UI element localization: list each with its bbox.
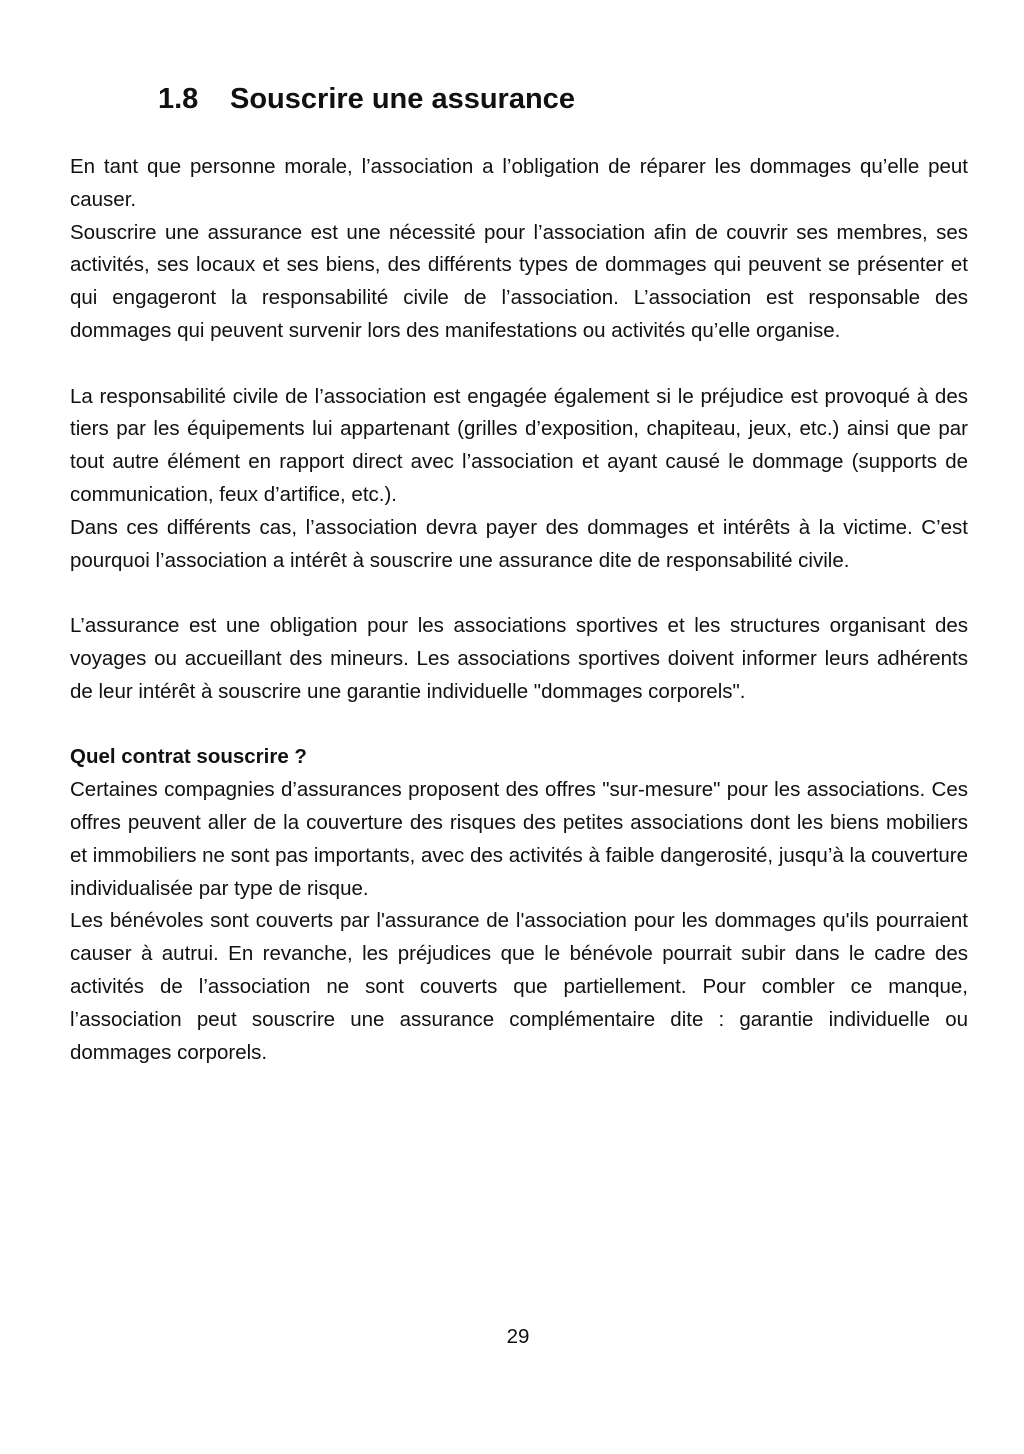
paragraph-obligation: En tant que personne morale, l’association a l’obligation de réparer les dommages qu’elle peut causer. <box>70 155 968 211</box>
paragraph-damages: Dans ces différents cas, l’association devra payer des dommages et intérêts à la victime. C’est pourquoi l’association a intérêt à souscrire une assurance dite de responsabilité civile. <box>70 515 968 572</box>
paragraph-spacer <box>70 709 968 742</box>
paragraph-custom-offers: Certaines compagnies d’assurances proposent des offres "sur-mesure" pour les associations. Ces offres peuvent aller de la couverture des risques des petites associations dont les biens mobiliers et immobiliers ne sont pas importants, avec des activités à faible dangerosité, jusqu’à la couverture individualisée par type de risque. <box>70 778 968 900</box>
section-heading <box>158 78 575 120</box>
paragraph-spacer <box>70 348 968 381</box>
document-body <box>70 151 968 1069</box>
page-number: 29 <box>506 1325 530 1348</box>
paragraph-civil-liability: La responsabilité civile de l’association est engagée également si le préjudice est provoqué à des tiers par les équipements lui appartenant (grilles d’exposition, chapiteau, jeux, etc.) ainsi que par tout autre élément en rapport direct avec l’association et ayant causé le dommage (supports de communication, feux d’artifice, etc.). <box>70 384 968 506</box>
paragraph-spacer <box>70 577 968 610</box>
subsection-title: Quel contrat souscrire ? <box>70 745 307 769</box>
paragraph-necessity: Souscrire une assurance est une nécessité pour l’association afin de couvrir ses membres, ses activités, ses locaux et ses biens, des différents types de dommages qui peuvent se présenter et qui engageront la responsabilité civile de l’association. L’association est responsable des dommages qui peuvent survenir lors des manifestations ou activités qu’elle organise. <box>70 220 968 342</box>
section-title: Souscrire une assurance <box>230 83 575 115</box>
paragraph-mandatory-insurance: L’assurance est une obligation pour les associations sportives et les structures organisant des voyages ou accueillant des mineurs. Les associations sportives doivent informer leurs adhérents de leur intérêt à souscrire une garantie individuelle "dommages corporels". <box>70 614 968 703</box>
section-number: 1.8 <box>158 83 199 115</box>
paragraph-volunteers: Les bénévoles sont couverts par l'assurance de l'association pour les dommages qu'ils pourraient causer à autrui. En revanche, les préjudices que le bénévole pourrait subir dans le cadre des activités de l’association ne sont couverts que partiellement. Pour combler ce manque, l’association peut souscrire une assurance complémentaire dite : garantie individuelle ou dommages corporels. <box>70 909 968 1064</box>
